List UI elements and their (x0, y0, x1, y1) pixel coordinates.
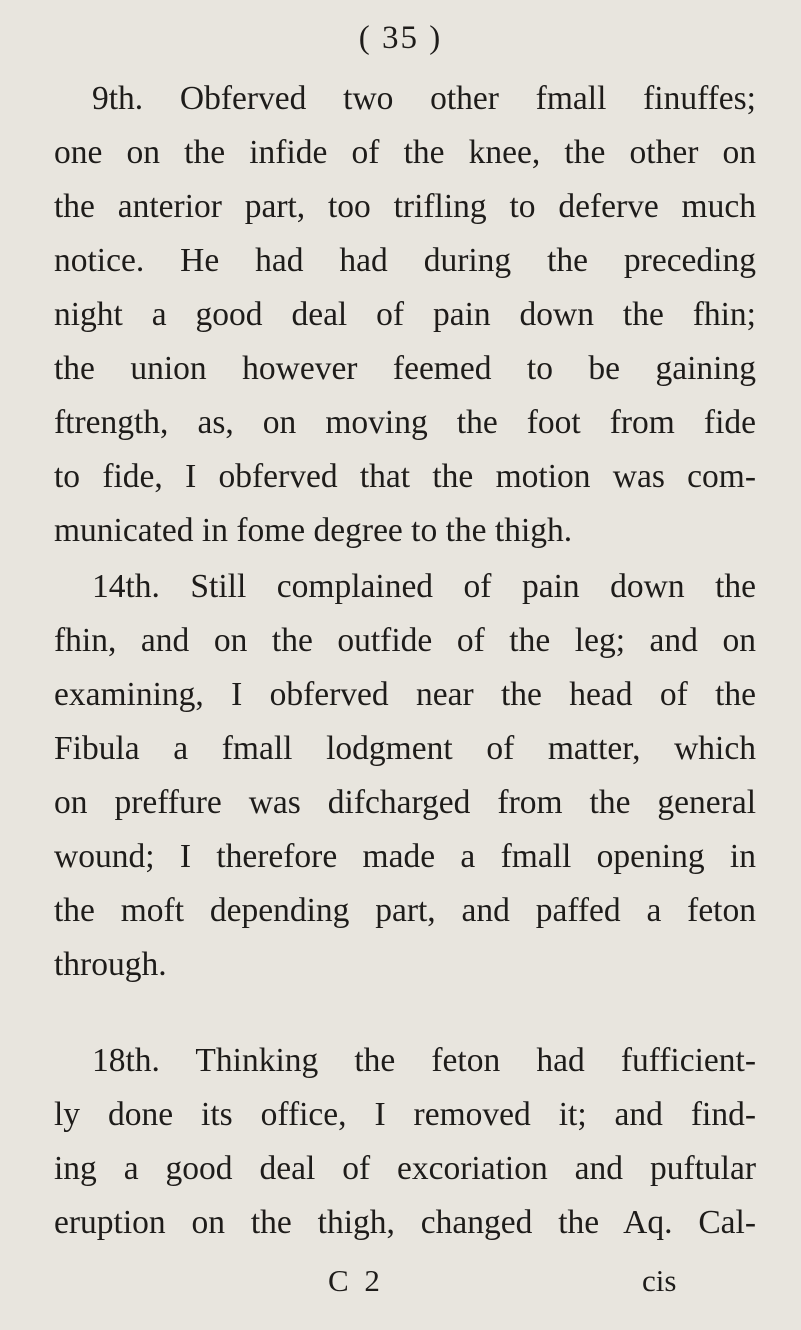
text-line: on preffure was difcharged from the general (54, 784, 756, 821)
text-line: ing a good deal of excoriation and puftular (54, 1150, 756, 1187)
text-line: Fibula a fmall lodgment of matter, which (54, 730, 756, 767)
text-line: one on the infide of the knee, the other on (54, 134, 756, 171)
text-line: eruption on the thigh, changed the Aq. Cal- (54, 1204, 756, 1241)
text-line: municated in fome degree to the thigh. (54, 512, 573, 549)
text-line: notice. He had had during the preceding (54, 242, 756, 279)
text-line: the moft depending part, and paffed a feton (54, 892, 756, 929)
text-line: 9th. Obferved two other fmall finuffes; (92, 80, 756, 117)
text-line: through. (54, 946, 167, 983)
text-line: night a good deal of pain down the fhin; (54, 296, 756, 333)
text-line: examining, I obferved near the head of the (54, 676, 756, 713)
text-line: the anterior part, too trifling to deferve much (54, 188, 756, 225)
text-line: the union however feemed to be gaining (54, 350, 756, 387)
text-line: wound; I therefore made a fmall opening in (54, 838, 756, 875)
text-line: ly done its office, I removed it; and find- (54, 1096, 756, 1133)
page-number: ( 35 ) (358, 20, 443, 56)
catchword: cis (642, 1263, 677, 1298)
text-line: ftrength, as, on moving the foot from fide (54, 404, 756, 441)
signature-mark: C 2 (328, 1263, 384, 1298)
text-line: fhin, and on the outfide of the leg; and on (54, 622, 756, 659)
text-line: to fide, I obferved that the motion was com- (54, 458, 756, 495)
text-line: 14th. Still complained of pain down the (92, 568, 756, 605)
text-line: 18th. Thinking the feton had fufficient- (92, 1042, 756, 1079)
